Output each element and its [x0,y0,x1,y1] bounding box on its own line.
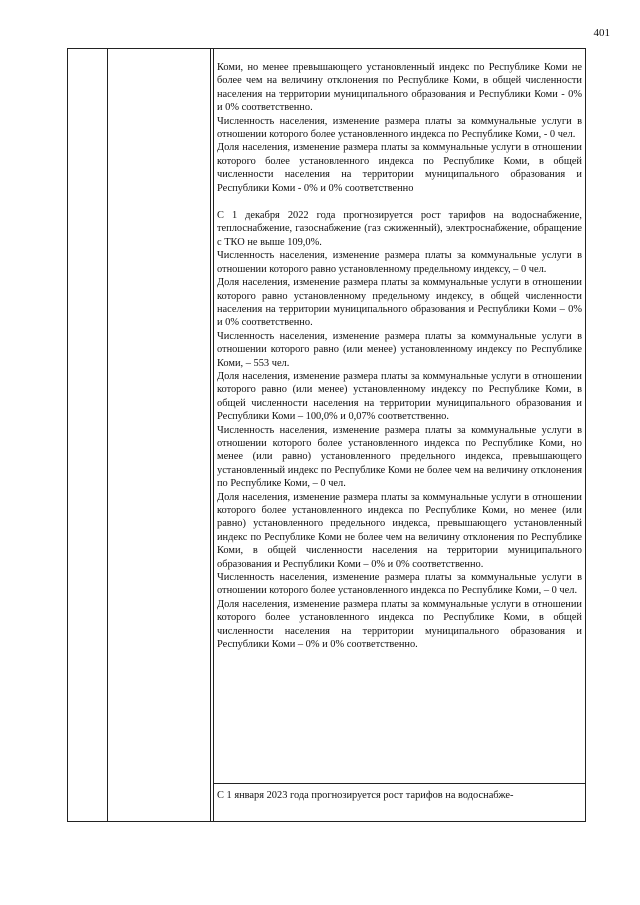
paragraph: Численность населения, изменение размера платы за коммунальные услуги в отношении которого равно установленному предельному индексу, – 0 чел. [217,250,582,275]
paragraph-gap [217,195,582,209]
paragraph: Численность населения, изменение размера платы за коммунальные услуги в отношении которого более установленного индекса по Республике Коми, – 0 чел. [217,572,582,597]
text-cell [217,61,582,651]
paragraph: Численность населения, изменение размера платы за коммунальные услуги в отношении которого более установленного индекса по Республике Коми, но менее (или равно) установленного предельного индекса, превышающего установленный индекс по Республике Коми не более чем на величину отклонения по Республике Коми, – 0 чел. [217,424,582,490]
table-frame [67,48,586,822]
column-divider-3 [213,49,214,821]
paragraph: Численность населения, изменение размера платы за коммунальные услуги в отношении которого равно (или менее) установленному индексу по Республике Коми, – 553 чел. [217,330,582,369]
paragraph: Доля населения, изменение размера платы за коммунальные услуги в отношении которого более установленного индекса по Республике Коми, в общей численности населения на территории муниципального образования и Республики Коми – 0% и 0% соответственно. [217,598,582,651]
paragraph-group-2 [217,209,582,651]
paragraph-group-1 [217,61,582,195]
paragraph: Доля населения, изменение размера платы за коммунальные услуги в отношении которого более установленного индекса по Республике Коми, но менее (или равно) установленного предельного индекса, превышающего установленный индекс по Республике Коми не более чем на величину отклонения по Республике Коми, в общей численности населения на территории муниципального образования и Республики Коми – 0% и 0% соответственно. [217,491,582,570]
column-divider-2 [210,49,211,821]
paragraph: Численность населения, изменение размера платы за коммунальные услуги в отношении которого более установленного индекса по Республике Коми, - 0 чел. [217,115,582,141]
paragraph: Доля населения, изменение размера платы за коммунальные услуги в отношении которого более установленного индекса по Республике Коми, в общей численности населения на территории муниципального образования и Республики Коми - 0% и 0% соответственно [217,142,582,194]
column-divider-1 [107,49,108,821]
text-cell-last [217,789,582,802]
page-number: 401 [593,27,610,39]
paragraph: Доля населения, изменение размера платы за коммунальные услуги в отношении которого равно установленному предельному индексу, в общей численности населения на территории муниципального образования и Республики Коми – 0% и 0% соответственно. [217,277,582,329]
paragraph: Коми, но менее превышающего установленный индекс по Республике Коми не более чем на величину отклонения по Республике Коми, в общей численности населения на территории муниципального образования и Республики Коми - 0% и 0% соответственно. [217,62,582,114]
row-separator [213,783,585,784]
paragraph: Доля населения, изменение размера платы за коммунальные услуги в отношении которого равно (или менее) установленному индексу по Республике Коми, в общей численности населения на территории муниципального образования и Республики Коми – 100,0% и 0,07% соответственно. [217,370,582,423]
paragraph: С 1 января 2023 года прогнозируется рост тарифов на водоснабже- [217,790,514,801]
paragraph: С 1 декабря 2022 года прогнозируется рост тарифов на водоснабжение, теплоснабжение, газоснабжение (газ сжиженный), электроснабжение, обращение с ТКО не выше 109,0%. [217,210,582,248]
